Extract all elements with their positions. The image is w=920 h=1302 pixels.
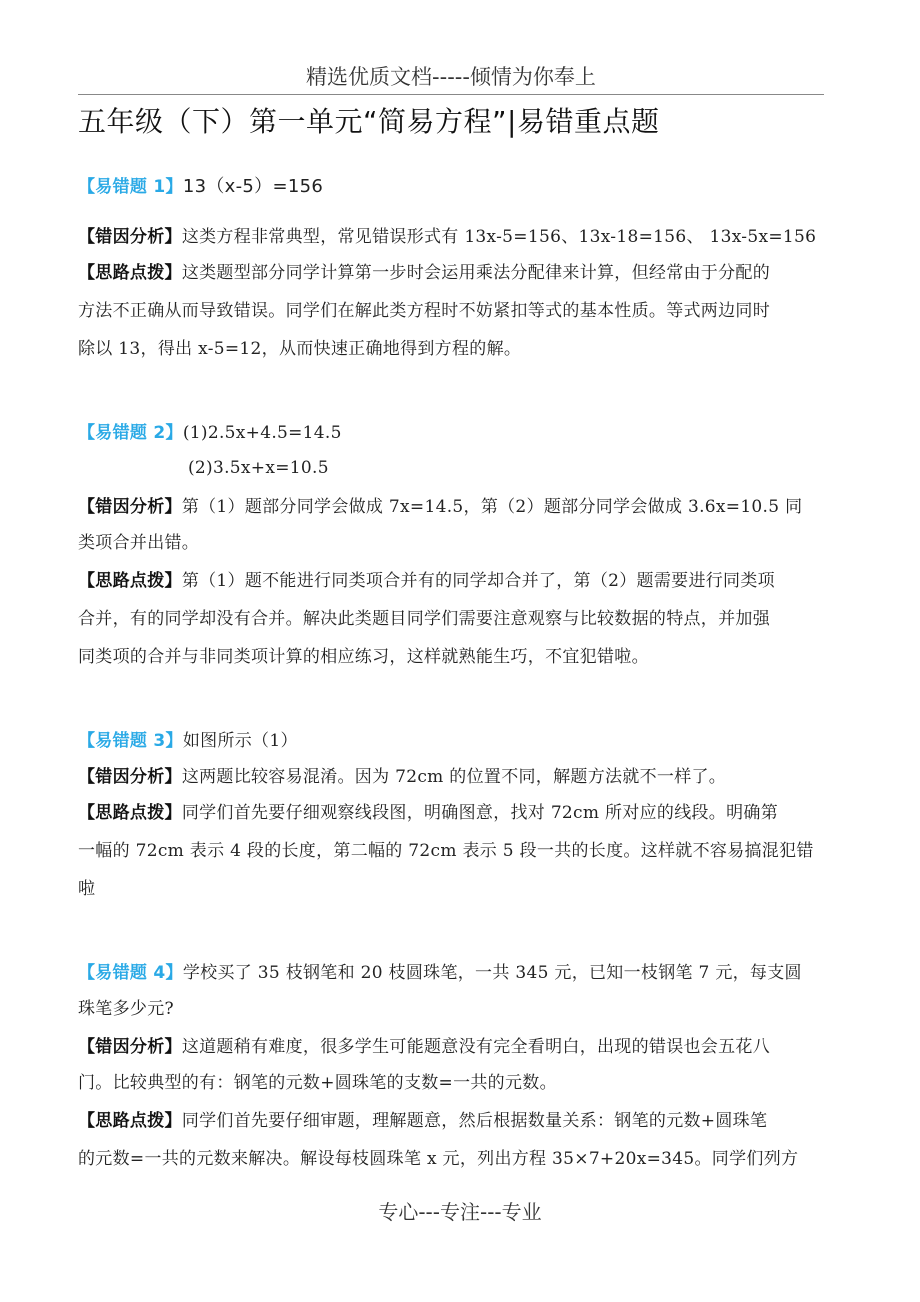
q4-cause-label: 【错因分析】: [78, 1037, 182, 1057]
q1-cause-label: 【错因分析】: [78, 227, 182, 247]
q1-hint-line-1: 这类题型部分同学计算第一步时会运用乘法分配律来计算，但经常由于分配的: [181, 263, 771, 283]
q4-text-line-1: 学校买了 35 枝钢笔和 20 枝圆珠笔，一共 345 元，已知一枝钢笔 7 元，每支圆: [182, 963, 802, 983]
q3-label: 【易错题 3】: [78, 731, 183, 751]
q1-hint-line-2: 方法不正确从而导致错误。同学们在解此类方程时不妨紧扣等式的基本性质。等式两边同时: [78, 301, 770, 321]
q1-question: [78, 172, 838, 198]
q2-cause-line-1: 第（1）题部分同学会做成 7x=14.5，第（2）题部分同学会做成 3.6x=10.5 同: [181, 497, 803, 517]
q4-hint: [78, 1106, 838, 1131]
q4-question: [78, 958, 838, 983]
q3-hint-line-3: 啦: [78, 879, 96, 899]
q2-cause: [78, 492, 838, 517]
q1-hint-label: 【思路点拨】: [78, 263, 182, 283]
q1-hint: [78, 258, 838, 283]
q3-hint: [78, 798, 838, 823]
q3-hint-line-2: 一幅的 72cm 表示 4 段的长度，第二幅的 72cm 表示 5 段一共的长度。这样就不容易搞混犯错: [78, 841, 814, 861]
q4-cause-line-1: 这道题稍有难度，很多学生可能题意没有完全看明白，出现的错误也会五花八: [181, 1037, 771, 1057]
q3-hint-label: 【思路点拨】: [78, 803, 182, 823]
q3-hint-line-1: 同学们首先要仔细观察线段图，明确图意，找对 72cm 所对应的线段。明确第: [181, 803, 778, 823]
q1-text: 13（x-5）=156: [182, 176, 324, 197]
q2-hint-label: 【思路点拨】: [78, 571, 182, 591]
q2-cause-label: 【错因分析】: [78, 497, 182, 517]
q2-question: [78, 418, 838, 443]
q2-cause-line-2: 类项合并出错。: [78, 533, 200, 553]
q3-cause: [78, 762, 838, 787]
document-title: 五年级（下）第一单元“简易方程”|易错重点题: [78, 105, 660, 138]
q4-label: 【易错题 4】: [78, 963, 183, 983]
q3-question: [78, 726, 838, 751]
q4-hint-label: 【思路点拨】: [78, 1111, 182, 1131]
q2-hint-line-1: 第（1）题不能进行同类项合并有的同学却合并了，第（2）题需要进行同类项: [181, 571, 775, 591]
q1-cause: [78, 222, 838, 247]
q4-hint-line-1: 同学们首先要仔细审题，理解题意，然后根据数量关系：钢笔的元数+圆珠笔: [181, 1111, 768, 1131]
q1-cause-text: 这类方程非常典型，常见错误形式有 13x-5=156、13x-18=156、 13x-5x=156: [181, 227, 817, 247]
page-header: 精选优质文档-----倾情为你奉上: [78, 60, 824, 95]
q2-hint-line-2: 合并，有的同学却没有合并。解决此类题目同学们需要注意观察与比较数据的特点，并加强: [78, 609, 770, 629]
q4-hint-line-2: 的元数=一共的元数来解决。解设每枝圆珠笔 x 元，列出方程 35×7+20x=345。同学们列方: [78, 1149, 799, 1169]
q3-text: 如图所示（1）: [182, 731, 298, 751]
q2-hint-line-3: 同类项的合并与非同类项计算的相应练习，这样就熟能生巧，不宜犯错啦。: [78, 647, 649, 667]
q1-hint-line-3: 除以 13，得出 x-5=12，从而快速正确地得到方程的解。: [78, 339, 522, 359]
q2-text-1: (1)2.5x+4.5=14.5: [182, 423, 342, 443]
q1-label: 【易错题 1】: [78, 177, 183, 197]
q3-cause-label: 【错因分析】: [78, 767, 182, 787]
page-footer: 专心---专注---专业: [378, 1200, 542, 1224]
q3-cause-text: 这两题比较容易混淆。因为 72cm 的位置不同，解题方法就不一样了。: [181, 767, 727, 787]
q2-text-2: (2)3.5x+x=10.5: [188, 458, 329, 478]
q2-hint: [78, 566, 838, 591]
q4-cause: [78, 1032, 838, 1057]
q4-cause-line-2: 门。比较典型的有：钢笔的元数+圆珠笔的支数=一共的元数。: [78, 1073, 557, 1093]
q2-label: 【易错题 2】: [78, 423, 183, 443]
q4-text-line-2: 珠笔多少元?: [78, 999, 174, 1019]
